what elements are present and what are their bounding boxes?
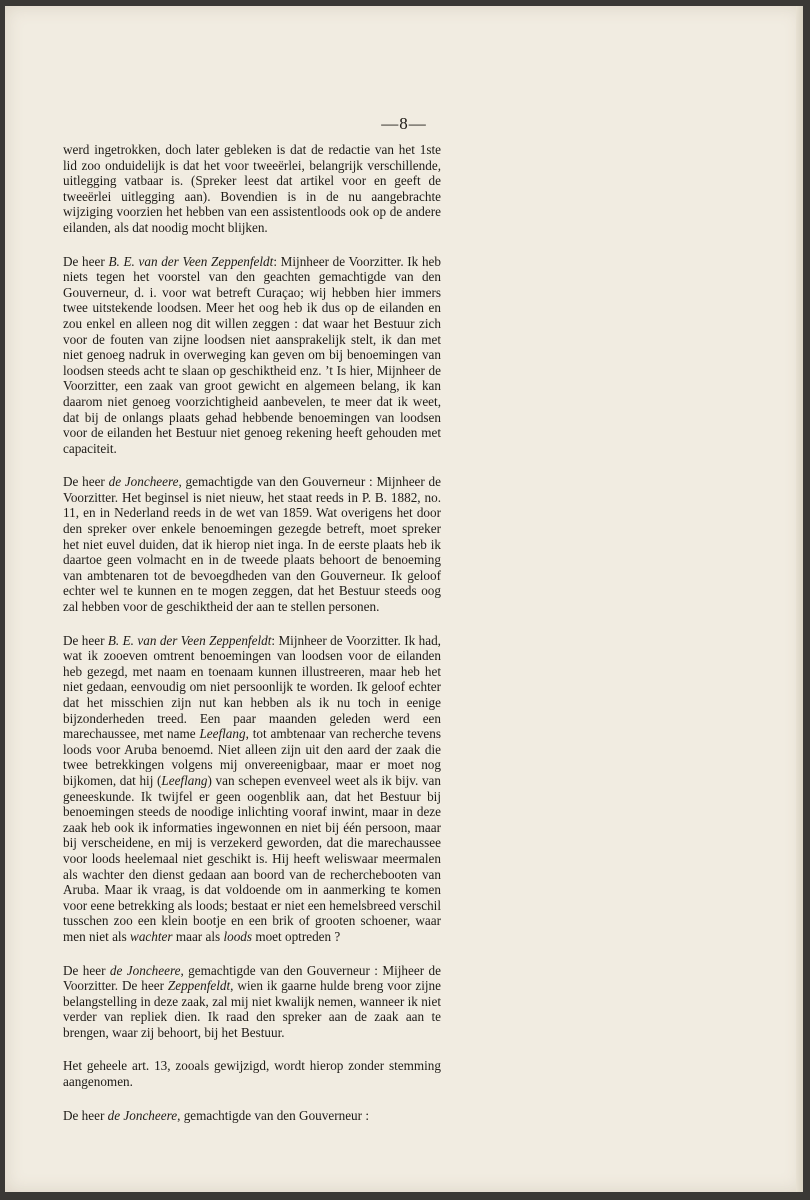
italic-text: Leeflang: [199, 726, 246, 742]
text-run: ) van schepen evenveel weet als ik bijv. van geneeskunde. Ik twijfel er geen oogenblik aan, dat het Bestuur bij benoemingen steeds de noodige inlichting vooraf inwint, maar in deze zaak heb ook ik informaties ingewonnen en niet bij één persoon, maar bij verscheidene, en mij is verzekerd geworden, dat die marechaussee voor loods heelemaal niet geschikt is. Hij heeft weliswaar meermalen als wachter den dienst gedaan aan boord van de recherchebooten van Aruba. Maar ik vraag, is dat voldoende om in aanmerking te komen voor eene betrekking als loods; bestaat er niet een hemelsbreed verschil tusschen zoo een klein bootje en een brik of grooten schoener, waar men niet als: [63, 772, 441, 944]
italic-text: B. E. van der Veen Zeppenfeldt: [107, 632, 272, 648]
text-run: , tot ambtenaar van recherche tevens loods voor Aruba benoemd. Niet alleen zijn uit den aard der zaak die twee betrekkingen volgens mij onvereenigbaar, maar er moet nog bijkomen, dat hij (: [63, 726, 441, 788]
text-run: De heer: [63, 474, 109, 490]
text-run: : Mijnheer de Voorzitter. Ik had, wat ik zooeven omtrent benoemingen van loodsen voor de eilanden heb gezegd, met naam en toenaam kunnen illustreeren, maar heb het niet gedaan, eenvoudig om niet persoonlijk te worden. Ik geloof echter dat het misschien zijn nut kan hebben als ik nu toch in eenige bijzonderheden treed. Een paar maanden geleden werd een marechaussee, met name: [63, 632, 441, 742]
page-number: —8—: [381, 114, 427, 133]
text-run: : Mijnheer de Voorzitter. Ik heb niets tegen het voorstel van den geachten gemachtigde van den Gouverneur, d. i. voor wat betreft Curaçao; wij hebben hier immers twee uitstekende loodsen. Meer het oog heb ik dus op de eilanden en zou enkel en alleen nog dit willen zeggen : dat waar het Bestuur zich voor de fouten van zijne loodsen niet aansprakelijk stelt, ik dan met niet genoeg nadruk in overweging kan geven om bij benoemingen van loodsen steeds acht te slaan op geschiktheid enz. ’t Is hier, Mijnheer de Voorzitter, een zaak van groot gewicht en algemeen belang, ik kan daarom niet genoeg voorzichtigheid aanbevelen, te meer dat ik weet, dat bij de onlangs plaats gehad hebbende benoemingen van loodsen voor de eilanden het Bestuur niet genoeg rekening heeft gehouden met capaciteit.: [63, 253, 441, 456]
text-run: Het geheele art. 13, zooals gewijzigd, wordt hierop zonder stemming aangenomen.: [63, 1058, 441, 1090]
paragraph-6: [63, 1058, 441, 1089]
text-run: De heer: [63, 962, 110, 978]
italic-text: de Joncheere: [107, 1107, 178, 1123]
paragraph-1: [63, 142, 441, 236]
paragraph-3: [63, 474, 441, 614]
italic-text: Leeflang: [161, 772, 208, 788]
text-run: , gemachtigde van den Gouverneur : Mijheer de Voorzitter. De heer: [63, 962, 441, 994]
text-run: moet optreden ?: [252, 928, 341, 944]
italic-text: B. E. van der Veen Zeppenfeldt: [108, 253, 274, 269]
paragraph-4: [63, 633, 441, 945]
text-run: , gemachtigde van den Gouverneur : Mijnheer de Voorzitter. Het beginsel is niet nieuw, het staat reeds in P. B. 1882, no. 11, en in Nederland reeds in de wet van 1859. Wat overigens het door den spreker over enkele benoemingen gezegde betreft, moet spreker het niet euvel duiden, dat ik hierop niet inga. In de eerste plaats heb ik daartoe geen volmacht en in de tweede plaats behoort de benoeming van ambtenaren tot de bevoegdheden van den Gouverneur. Ik geloof echter wel te kunnen en te mogen zeggen, dat het Bestuur steeds oog zal hebben voor de geschiktheid der aan te stellen personen.: [63, 474, 441, 615]
italic-text: loods: [223, 928, 253, 944]
text-run: , wien ik gaarne hulde breng voor zijne belangstelling in deze zaak, zal mij niet kwalijk nemen, wanneer ik niet verder van repliek dien. Ik raad den spreker aan de zaak aan te brengen, waar zij behoort, bij het Bestuur.: [63, 978, 441, 1040]
italic-text: de Joncheere: [108, 474, 179, 490]
paragraph-2: [63, 254, 441, 457]
text-run: maar als: [172, 928, 224, 944]
text-run: De heer: [63, 253, 109, 269]
paragraph-7: [63, 1108, 441, 1124]
text-run: werd ingetrokken, doch later gebleken is dat de redactie van het 1ste lid zoo onduidelijk is dat het voor tweeërlei, belangrijk verschillende, uitlegging vatbaar is. (Spreker leest dat artikel voor en geeft de tweeërlei uitlegging aan). Bovendien is in de nu aangebrachte wijziging voorzien het hebben van een assistentloods ook op de andere eilanden, als dat noodig mocht blijken.: [63, 142, 441, 235]
text-run: , gemachtigde van den Gouverneur :: [177, 1107, 369, 1123]
italic-text: wachter: [130, 928, 173, 944]
text-run: De heer: [63, 1107, 108, 1123]
italic-text: Zeppenfeldt: [167, 978, 231, 994]
page-edge: [796, 6, 803, 1192]
italic-text: de Joncheere: [109, 962, 181, 978]
text-run: De heer: [63, 632, 108, 648]
paragraph-5: [63, 963, 441, 1041]
text-column: [63, 142, 441, 1141]
document-page: [5, 6, 803, 1192]
